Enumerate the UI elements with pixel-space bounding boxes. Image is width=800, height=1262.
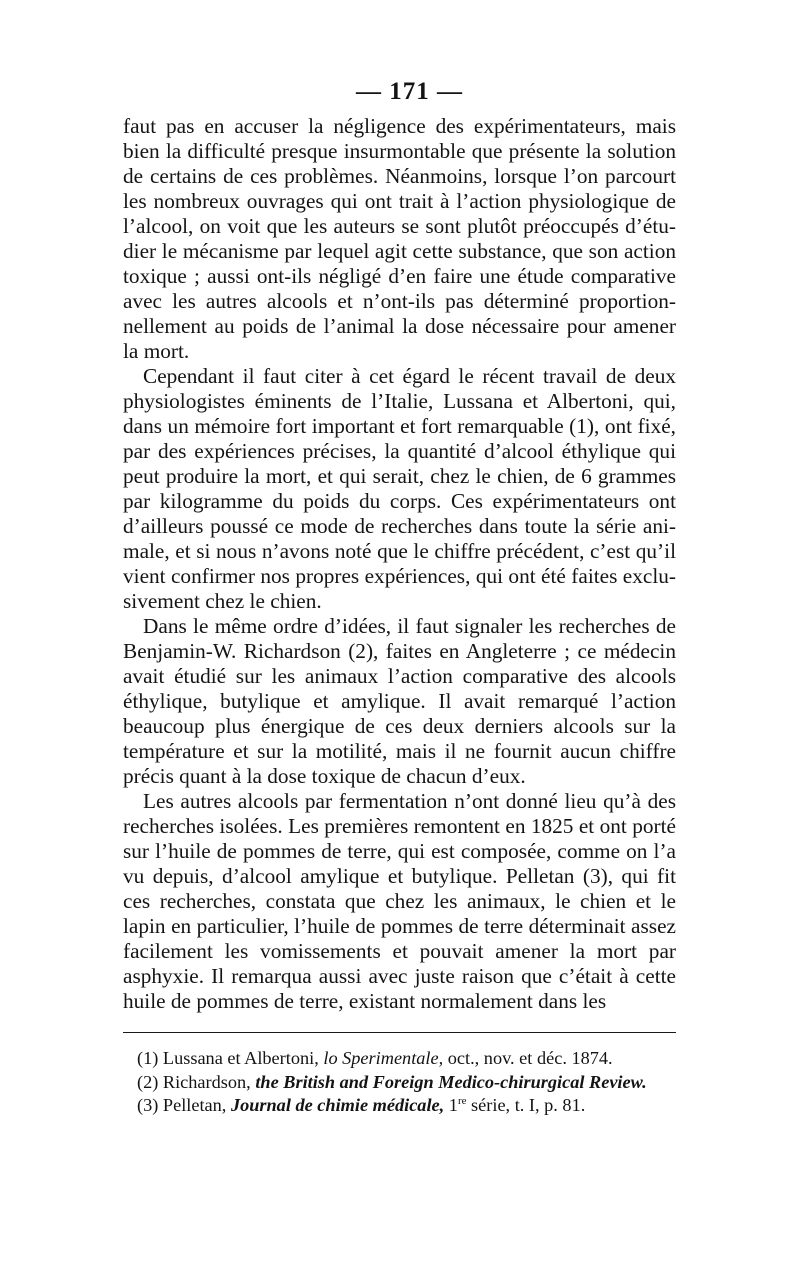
footnote-title: Journal de chimie médicale, bbox=[230, 1095, 445, 1115]
page-number: — 171 — bbox=[356, 78, 463, 105]
footnote-title: lo Sperimentale, bbox=[323, 1048, 444, 1068]
footnote-title: the British and Foreign Medico-chirurgical Review. bbox=[255, 1071, 647, 1092]
footnote-marker: (2) bbox=[137, 1071, 159, 1092]
footnote-detail: série, t. I, p. 81. bbox=[471, 1095, 586, 1115]
paragraph-3: Dans le même ordre d’idées, il faut signaler les recherches de Benjamin-W. Richardson (2), faites en Angleterre ; ce médecin avait étudié sur les animaux l’action comparative des alcools éthylique, butylique et amylique. Il avait remarqué l’action beaucoup plus énergique de ces deux derniers alcools sur la température et sur la motilité, mais il ne fournit aucun chiffre précis quant à la dose toxique de chacun d’eux. bbox=[123, 614, 676, 788]
paragraph-2: Cependant il faut citer à cet égard le récent travail de deux physiologistes éminents de l’Italie, Lussana et Albertoni, qui, dans un mémoire fort important et fort remarquable (1), ont fixé, par des expériences précises, la quantité d’alcool éthylique qui peut produire la mort, et qui serait, chez le chien, de 6 grammes par kilogramme du poids du corps. Ces expérimentateurs ont d’ailleurs poussé ce mode de recherches dans toute la série animale, et si nous n’avons noté que le chiffre précédent, c’est qu’il vient confirmer nos propres expériences, qui ont été faites exclusivement chez le chien. bbox=[123, 364, 676, 613]
footnote-marker: (3) bbox=[137, 1095, 159, 1115]
footnote-series-number: 1 bbox=[448, 1095, 458, 1115]
footnotes bbox=[123, 1047, 676, 1118]
footnote-detail: oct., nov. et déc. 1874. bbox=[447, 1048, 613, 1068]
book-page bbox=[123, 78, 676, 1118]
footnote-3 bbox=[137, 1094, 676, 1118]
footnote-author: Pelletan, bbox=[162, 1095, 227, 1115]
footnote-2 bbox=[137, 1071, 676, 1095]
footnote-1 bbox=[137, 1047, 676, 1071]
footnote-series bbox=[449, 1095, 467, 1115]
paragraph-1: faut pas en accuser la négligence des expérimentateurs, mais bien la difficulté presque insurmontable que présente la solution de certains de ces problèmes. Néanmoins, lorsque l’on parcourt les nombreux ouvrages qui ont trait à l’action physiologique de l’alcool, on voit que les auteurs se sont plutôt préoccupés d’étudier le mécanisme par lequel agit cette substance, que son action toxique ; aussi ont-ils négligé d’en faire une étude comparative avec les autres alcools et n’ont-ils pas déterminé proportionnellement au poids de l’animal la dose nécessaire pour amener la mort. bbox=[123, 114, 676, 363]
body-text bbox=[123, 114, 676, 1014]
paragraph-4: Les autres alcools par fermentation n’ont donné lieu qu’à des recherches isolées. Les premières remontent en 1825 et ont porté sur l’huile de pommes de terre, qui est composée, comme on l’a vu depuis, d’alcool amylique et butylique. Pelletan (3), qui fit ces recherches, constata que chez les animaux, le chien et le lapin en particulier, l’huile de pommes de terre déterminait assez facilement les vomissements et pouvait amener la mort par asphyxie. Il remarqua aussi avec juste raison que c’était à cette huile de pommes de terre, existant normalement dans les bbox=[123, 789, 676, 1013]
footnote-series-suffix: re bbox=[457, 1094, 467, 1107]
footnote-separator bbox=[123, 1032, 676, 1033]
footnote-author: Richardson, bbox=[162, 1071, 251, 1092]
footnote-marker: (1) bbox=[137, 1048, 159, 1068]
footnote-author: Lussana et Albertoni, bbox=[162, 1048, 319, 1068]
